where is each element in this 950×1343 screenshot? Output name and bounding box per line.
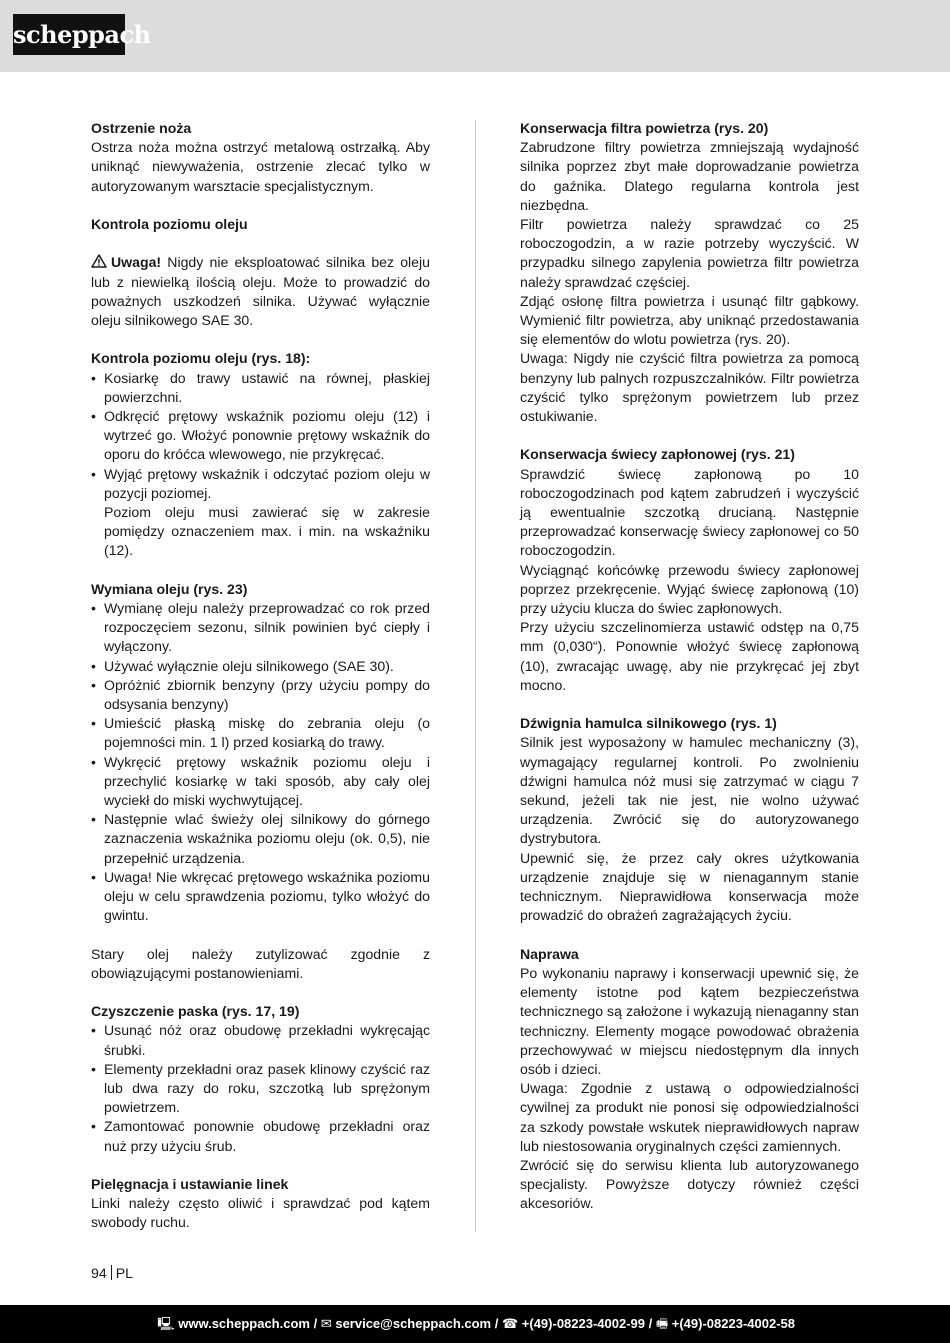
paragraph: Wyciągnąć końcówkę przewodu świecy zapłonowej poprzez przekręcenie. Wyjąć świecę zapłonową (10) przy użyciu klucza do świec zapłonowych. — [520, 561, 859, 617]
section-title: Kontrola poziomu oleju (rys. 18): — [91, 350, 311, 367]
paragraph: Linki należy często oliwić i sprawdzać pod kątem swobody ruchu. — [91, 1195, 430, 1231]
paragraph: Zdjąć osłonę filtra powietrza i usunąć filtr gąbkowy. Wymienić filtr powietrza, aby uniknąć przedostawania się elementów do wlotu powietrza (rys. 20). — [520, 292, 859, 348]
paragraph: Silnik jest wyposażony w hamulec mechaniczny (3), wymagający regularnej kontroli. Po zwolnieniu dźwigni hamulca nóż musi się zatrzymać w ciągu 7 sekund, jeżeli tak nie jest, nie wolno używać urządzenia. Zwrócić się do autoryzowanego dystrybutora. — [520, 734, 859, 847]
list-item: • Usunąć nóż oraz obudowę przekładni wykręcając śrubki. — [91, 1021, 430, 1059]
paragraph: Uwaga: Zgodnie z ustawą o odpowiedzialności cywilnej za produkt nie ponosi się odpowiedzialności za szkody powstałe wskutek nieprawidłowych napraw lub niestosowania oryginalnych części zamiennych. — [520, 1080, 859, 1154]
paragraph: Po wykonaniu naprawy i konserwacji upewnić się, że elementy istotne pod kątem bezpieczeństwa technicznego są założone i wykazują nienaganny stan techniczny. Elementy mogące powodować obrażenia przechowywać w miejscu niedostępnym dla innych osób i dzieci. — [520, 964, 859, 1077]
list-item: • Wykręcić prętowy wskaźnik poziomu oleju i przechylić kosiarkę w taki sposób, aby cały olej wyciekł do miski wychwytującej. — [91, 753, 430, 811]
fax-icon: 🖷︎ — [655, 1316, 669, 1331]
section-title: Czyszczenie paska (rys. 17, 19) — [91, 1003, 300, 1020]
bullet-list — [91, 369, 430, 503]
warning-text: Nigdy nie eksploatować silnika bez oleju lub z niewielką ilością oleju. Może to prowadzić do poważnych uszkodzeń silnika. Używać wyłącznie oleju silnikowego SAE 30. — [91, 254, 430, 328]
page-header — [0, 0, 950, 72]
bullet-list — [91, 1021, 430, 1155]
mail-icon: ✉︎ — [320, 1316, 332, 1331]
list-item: • Zamontować ponownie obudowę przekładni oraz nuż przy użyciu śrub. — [91, 1117, 430, 1155]
section-title: Kontrola poziomu oleju — [91, 216, 248, 232]
page-footer — [0, 1305, 950, 1343]
page-number-value: 94 — [91, 1265, 107, 1281]
list-item: • Elementy przekładni oraz pasek klinowy czyścić raz lub dwa razy do roku, szczotką lub sprężonym powietrzem. — [91, 1060, 430, 1118]
list-item: • Odkręcić prętowy wskaźnik poziomu oleju (12) i wytrzeć go. Włożyć ponownie prętowy wskaźnik do oporu do króćca wlewowego, nie przykręcać. — [91, 407, 430, 465]
section-title: Wymiana oleju (rys. 23) — [91, 580, 248, 597]
page-language: PL — [115, 1265, 133, 1281]
section-title: Dźwignia hamulca silnikowego (rys. 1) — [520, 715, 777, 732]
list-item: • Opróżnić zbiornik benzyny (przy użyciu pompy do odsysania benzyny) — [91, 676, 430, 714]
paragraph: Ostrza noża można ostrzyć metalową ostrzałką. Aby uniknąć niewyważenia, ostrzenie zlecać tylko w autoryzowanym warsztacie specjalistycznym. — [91, 139, 430, 194]
page-number-separator — [111, 1265, 112, 1280]
column-divider — [475, 120, 476, 1232]
list-item: • Uwaga! Nie wkręcać prętowego wskaźnika poziomu oleju w celu sprawdzenia poziomu, tylko włożyć do gwintu. — [91, 868, 430, 926]
bullet-list — [91, 599, 430, 925]
list-item: • Używać wyłącznie oleju silnikowego (SAE 30). — [91, 657, 430, 676]
page-number — [91, 1265, 133, 1281]
list-item: • Wymianę oleju należy przeprowadzać co rok przed rozpoczęciem sezonu, silnik powinien być ciepły i wyłączony. — [91, 599, 430, 657]
section-title: Konserwacja świecy zapłonowej (rys. 21) — [520, 446, 795, 463]
computer-icon: 🖳︎ — [157, 1316, 175, 1331]
paragraph: Upewnić się, że przez cały okres użytkowania urządzenie znajduje się w nienagannym stanie technicznym. Nieprawidłowa konserwacja może prowadzić do obrażeń zagrażających życiu. — [520, 849, 859, 924]
paragraph: Przy użyciu szczelinomierza ustawić odstęp na 0,75 mm (0,030“). Ponownie włożyć świecę zapłonową (10), zwracając uwagę, aby nie przykręcać jej zbyt mocno. — [520, 619, 859, 693]
brand-logo: scheppach — [13, 14, 125, 55]
paragraph: Filtr powietrza należy sprawdzać co 25 roboczogodzin, a w razie potrzeby wyczyścić. W przypadku silnego zapylenia powietrza filtr powietrza należy sprawdzać częściej. — [520, 216, 859, 290]
phone-icon: ☎︎ — [501, 1316, 519, 1331]
paragraph: Zabrudzone filtry powietrza zmniejszają wydajność silnika poprzez zbyt małe doprowadzanie powietrza do gaźnika. Dlatego regularna kontrola jest niezbędna. — [520, 139, 859, 213]
list-item: • Następnie wlać świeży olej silnikowy do górnego zaznaczenia wskaźnika poziomu oleju (ok. 0,5), nie przepełnić urządzenia. — [91, 810, 430, 868]
footer-fax[interactable]: +(49)-08223-4002-58 — [671, 1316, 795, 1331]
warning-paragraph — [91, 253, 430, 330]
section-title: Konserwacja filtra powietrza (rys. 20) — [520, 120, 769, 136]
warning-triangle-icon — [91, 254, 107, 268]
footer-website[interactable]: www.scheppach.com / — [178, 1316, 318, 1331]
right-column — [520, 119, 859, 1214]
footer-email[interactable]: service@scheppach.com / — [335, 1316, 499, 1331]
section-title: Ostrzenie noża — [91, 120, 192, 136]
list-item: • Wyjąć prętowy wskaźnik i odczytać poziom oleju w pozycji poziomej. — [91, 465, 430, 503]
list-item: • Umieścić płaską miskę do zebrania oleju (o pojemności min. 1 l) przed kosiarką do trawy. — [91, 714, 430, 752]
list-note: Poziom oleju musi zawierać się w zakresie pomiędzy oznaczeniem max. i min. na wskaźniku (12). — [104, 504, 430, 559]
section-title: Pielęgnacja i ustawianie linek — [91, 1176, 289, 1193]
section-title: Naprawa — [520, 945, 579, 962]
left-column — [91, 119, 430, 1233]
list-item: • Kosiarkę do trawy ustawić na równej, płaskiej powierzchni. — [91, 369, 430, 407]
paragraph: Zwrócić się do serwisu klienta lub autoryzowanego specjalisty. Powyższe dotyczy również części akcesoriów. — [520, 1156, 859, 1212]
warning-label: Uwaga! — [111, 254, 162, 271]
paragraph: Uwaga: Nigdy nie czyścić filtra powietrza za pomocą benzyny lub palnych rozpuszczalników. Filtr powietrza czyścić tylko sprężonym powietrzem lub przez ostukiwanie. — [520, 350, 859, 425]
footer-phone[interactable]: +(49)-08223-4002-99 / — [521, 1316, 653, 1331]
paragraph: Sprawdzić świecę zapłonową po 10 roboczogodzinach pod kątem zabrudzeń i wyczyścić ją ewentualnie szczotką drucianą. Następnie przeprowadzać konserwację świecy zapłonowej co 50 roboczogodzin. — [520, 465, 859, 559]
paragraph: Stary olej należy zutylizować zgodnie z obowiązującymi postanowieniami. — [91, 945, 430, 981]
